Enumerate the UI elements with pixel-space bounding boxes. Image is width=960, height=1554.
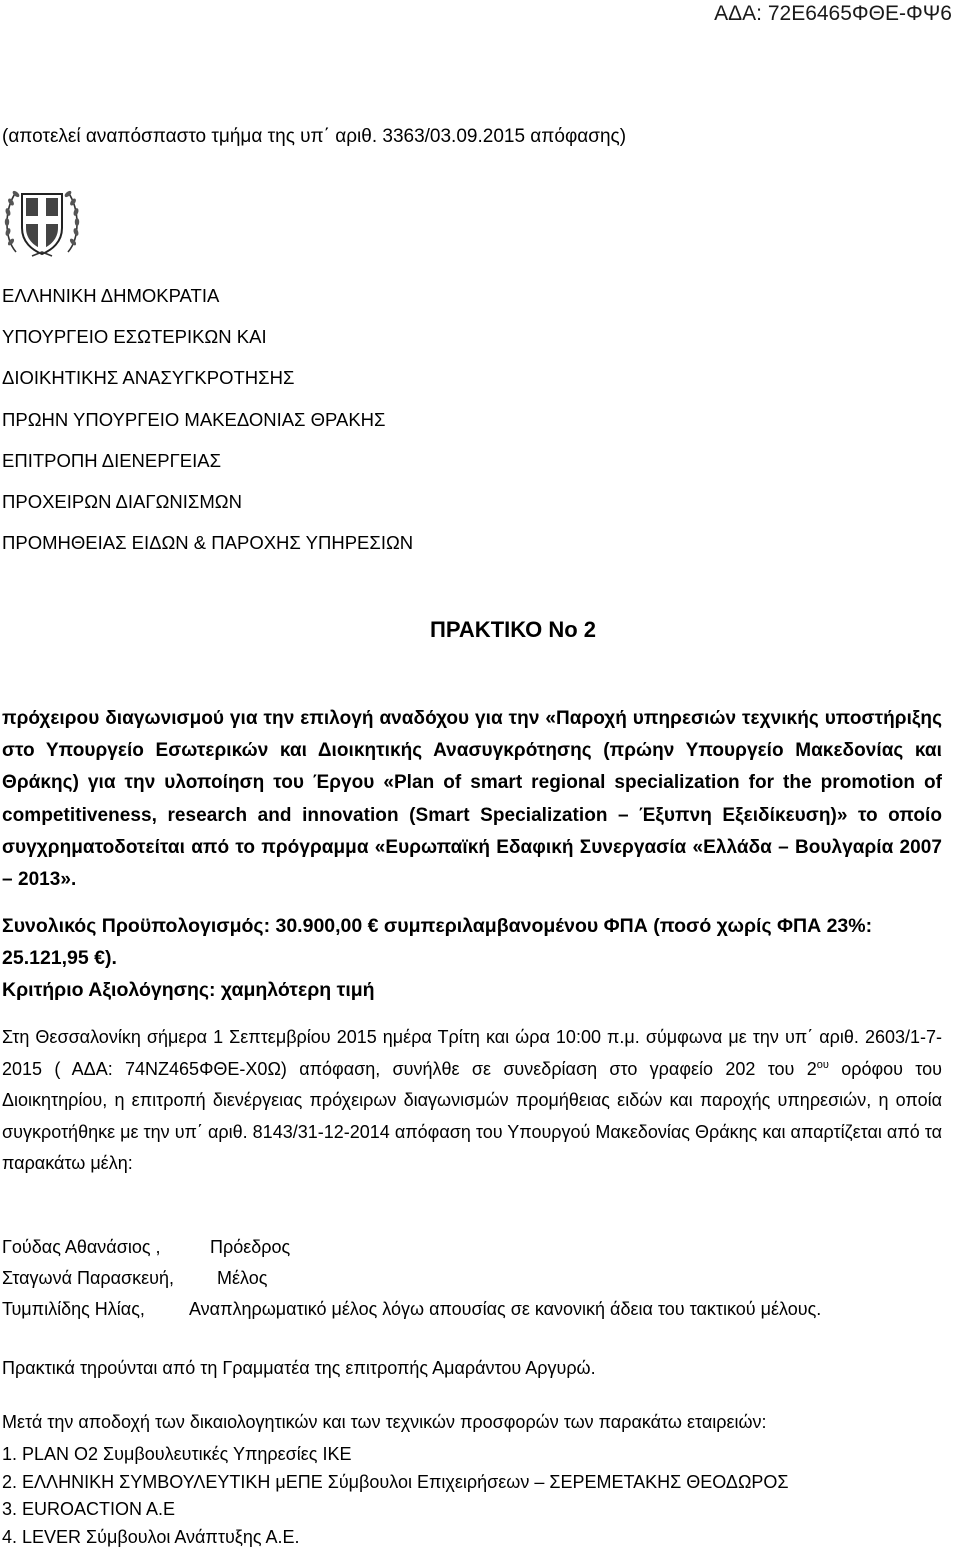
company-item: 3. EUROACTION A.E (2, 1499, 176, 1519)
member-name: Τυμπιλίδης Ηλίας, (2, 1299, 145, 1319)
member-row (2, 1263, 821, 1294)
meeting-paragraph (2, 1022, 942, 1180)
total-budget: Συνολικός Προϋπολογισμός: 30.900,00 € συμπεριλαμβανομένου ΦΠΑ (ποσό χωρίς ΦΠΑ 23%: 25.121,95 €). (2, 915, 873, 969)
member-name: Γούδας Αθανάσιος , (2, 1237, 161, 1257)
member-row (2, 1294, 821, 1325)
authority-line: ΠΡΩΗΝ ΥΠΟΥΡΓΕΙΟ ΜΑΚΕΔΟΝΙΑΣ ΘΡΑΚΗΣ (2, 408, 386, 430)
authority-line: ΕΠΙΤΡΟΠΗ ΔΙΕΝΕΡΓΕΙΑΣ (2, 449, 222, 471)
document-title: ΠΡΑΚΤΙΚΟ Νο 2 (429, 617, 597, 642)
document-note: (αποτελεί αναπόσπαστο τμήμα της υπ΄ αριθ. 3363/03.09.2015 απόφασης) (2, 126, 627, 147)
offers-intro: Μετά την αποδοχή των δικαιολογητικών και των τεχνικών προσφορών των παρακάτω εταιρειών: (2, 1412, 767, 1432)
evaluation-criterion: Κριτήριο Αξιολόγησης: χαμηλότερη τιμή (2, 979, 375, 1001)
secretary-note: Πρακτικά τηρούνται από τη Γραμματέα της επιτροπής Αμαράντου Αργυρώ. (2, 1358, 596, 1378)
ordinal-suffix: ου (816, 1058, 829, 1071)
committee-members (2, 1232, 821, 1325)
meeting-text-part2: ορόφου του Διοικητηρίου, η επιτροπή διενέργειας πρόχειρων διαγωνισμών προμήθειας ειδών και παροχής υπηρεσιών, η οποία συγκροτήθηκε με την υπ΄ αριθ. 8143/31-12-2014 απόφαση του Υπουργού Μακεδονίας Θράκης και απαρτίζεται από τα παρακάτω μέλη: (2, 1058, 942, 1173)
company-item: 2. ΕΛΛΗΝΙΚΗ ΣΥΜΒΟΥΛΕΥΤΙΚΗ μΕΠΕ Σύμβουλοι Επιχειρήσεων – ΣΕΡΕΜΕΤΑΚΗΣ ΘΕΟΔΩΡΟΣ (2, 1471, 789, 1492)
authority-line: ΥΠΟΥΡΓΕΙΟ ΕΣΩΤΕΡΙΚΩΝ ΚΑΙ (2, 326, 267, 348)
company-list (2, 1441, 789, 1551)
authority-line: ΕΛΛΗΝΙΚΗ ΔΗΜΟΚΡΑΤΙΑ (2, 285, 220, 306)
company-item: 4. LEVER Σύμβουλοι Ανάπτυξης Α.Ε. (2, 1526, 300, 1547)
tender-subject: πρόχειρου διαγωνισμού για την επιλογή αναδόχου για την «Παροχή υπηρεσιών τεχνικής υποστήριξης στο Υπουργείο Εσωτερικών και Διοικητικής Ανασυγκρότησης (πρώην Υπουργείο Μακεδονίας και Θράκης) για την υλοποίηση του Έργου «Plan of smart regional specialization for the promotion of competitiveness, research and innovation (Smart Specialization – Έξυπνη Εξειδίκευση)» το οποίο συγχρηματοδοτείται από το πρόγραμμα «Ευρωπαϊκή Εδαφική Συνεργασία «Ελλάδα – Βουλγαρία 2007 – 2013». (2, 708, 942, 891)
authority-line: ΠΡΟΧΕΙΡΩΝ ΔΙΑΓΩΝΙΣΜΩΝ (2, 491, 242, 513)
member-role: Πρόεδρος (210, 1237, 291, 1257)
meeting-text-part1: Στη Θεσσαλονίκη σήμερα 1 Σεπτεμβρίου 2015 ημέρα Τρίτη και ώρα 10:00 π.μ. σύμφωνα με την υπ΄ αριθ. 2603/1-7-2015 ( ΑΔΑ: 74ΝΖ465ΦΘΕ-Χ0Ω) απόφαση, συνήλθε σε συνεδρίαση στο γραφείο 202 του 2 (2, 1027, 942, 1079)
member-row (2, 1232, 821, 1263)
company-item: 1. PLAN O2 Συμβουλευτικές Υπηρεσίες ΙΚΕ (2, 1444, 352, 1464)
issuing-authority (2, 275, 413, 563)
authority-line: ΔΙΟΙΚΗΤΙΚΗΣ ΑΝΑΣΥΓΚΡΟΤΗΣΗΣ (2, 367, 295, 389)
greek-coat-of-arms-icon (2, 180, 82, 262)
member-role: Μέλος (217, 1268, 268, 1288)
ada-code: ΑΔΑ: 72Ε6465ΦΘΕ-ΦΨ6 (714, 2, 952, 25)
authority-line: ΠΡΟΜΗΘΕΙΑΣ ΕΙΔΩΝ & ΠΑΡΟΧΗΣ ΥΠΗΡΕΣΙΩΝ (2, 532, 414, 554)
member-name: Σταγωνά Παρασκευή, (2, 1268, 175, 1288)
member-role: Αναπληρωματικό μέλος λόγω απουσίας σε κανονική άδεια του τακτικού μέλους. (189, 1299, 822, 1319)
